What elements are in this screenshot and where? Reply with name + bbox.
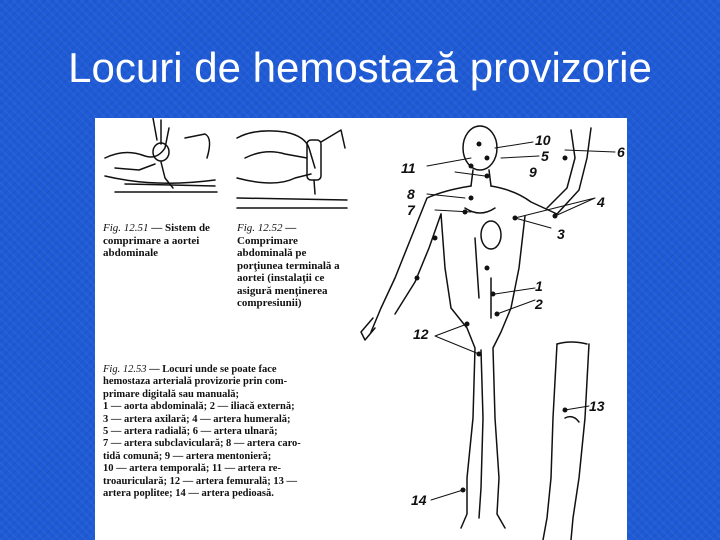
fig-12-53-line-6: 7 — artera subclaviculară; 8 — artera caro- [103,438,301,450]
fig-12-53-line-5: 5 — artera radială; 6 — artera ulnară; [103,426,278,438]
fig-12-53-line-1: hemostaza arterială provizorie prin com- [103,376,288,388]
fig-12-52-label: Fig. 12.52 [237,222,283,234]
point-label-1: 1 [535,278,543,294]
point-label-5: 5 [541,148,549,164]
human-body-front [361,126,591,528]
fig-12-53-label: Fig. 12.53 [103,364,147,375]
point-label-9: 9 [529,164,537,180]
point-label-10: 10 [535,132,551,148]
point-label-2: 2 [535,296,543,312]
fig-12-53-line-9: troauriculară; 12 — artera femurală; 13 — [103,475,298,487]
anatomy-figure [95,118,627,540]
fig-12-52-text: — Comprimare abdominală pe porţiunea terminală a aortei (instalaţii ce asigură menţinerea compresiunii) [237,222,340,309]
point-label-4: 4 [597,194,605,210]
human-leg-back [543,342,589,540]
caption-fig-12-53 [103,364,353,500]
caption-fig-12-52 [237,222,347,310]
point-label-12: 12 [413,326,429,342]
caption-fig-12-51 [103,222,231,260]
abdominal-compression-sketch [237,130,347,208]
fig-12-53-line-8: 10 — artera temporală; 11 — artera re- [103,463,281,475]
compression-device-sketch [105,118,217,192]
point-label-14: 14 [411,492,427,508]
point-label-8: 8 [407,186,415,202]
fig-12-51-label: Fig. 12.51 [103,222,149,234]
fig-12-53-line-3: 1 — aorta abdominală; 2 — iliacă externă; [103,401,295,413]
fig-12-53-line-10: artera poplitee; 14 — artera pedioasă. [103,488,274,500]
point-label-3: 3 [557,226,565,242]
fig-12-51-text: — Sistem de comprimare a aortei abdominale [103,222,210,259]
fig-12-53-line-4: 3 — artera axilară; 4 — artera humerală; [103,413,291,425]
fig-12-53-line-7: tidă comună; 9 — artera mentonieră; [103,450,272,462]
fig-12-53-line-0: — Locuri unde se poate face [149,364,277,375]
point-label-11: 11 [401,160,416,176]
point-label-7: 7 [407,202,415,218]
fig-12-53-line-2: primare digitală sau manuală; [103,388,240,400]
point-label-6: 6 [617,144,625,160]
slide-title: Locuri de hemostază provizorie [68,44,652,91]
point-label-13: 13 [589,398,605,414]
